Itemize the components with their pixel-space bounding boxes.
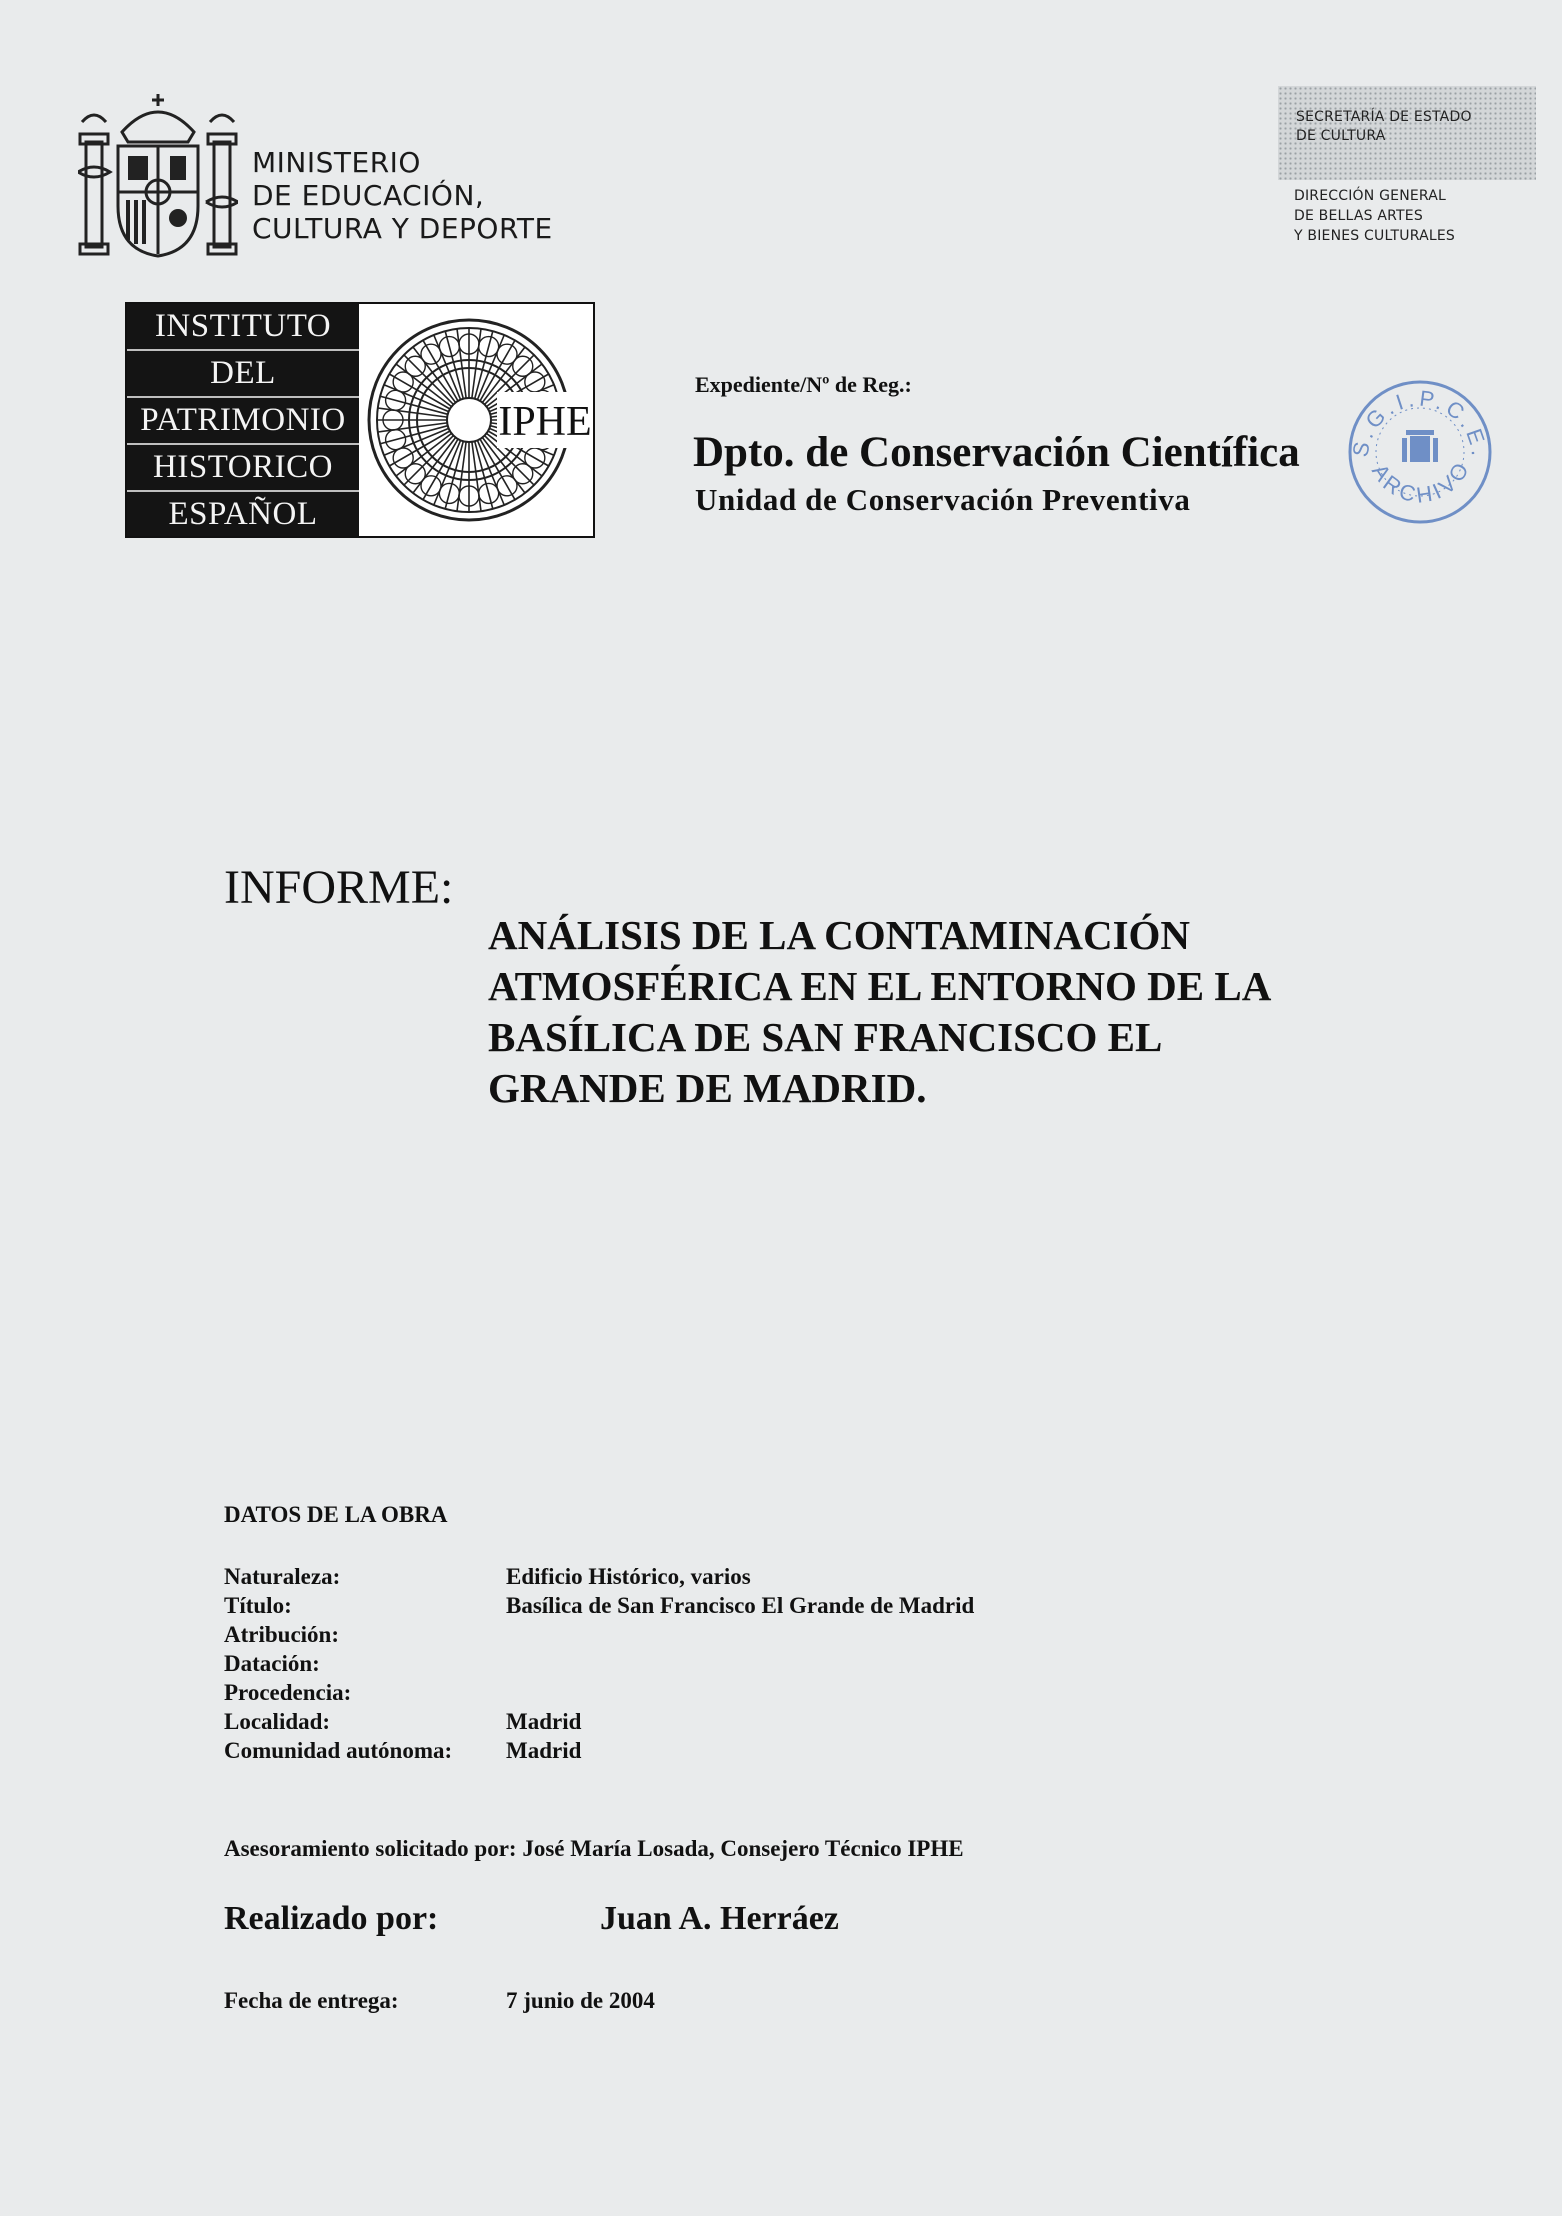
department-title: Dpto. de Conservación Científica	[693, 429, 1300, 476]
coat-of-arms-icon	[78, 92, 238, 262]
datos-heading: DATOS DE LA OBRA	[224, 1502, 448, 1527]
iphe-line: DEL	[127, 351, 359, 398]
fecha-label: Fecha de entrega:	[224, 1988, 399, 2013]
field-row	[224, 1678, 974, 1707]
realizado-value: Juan A. Herráez	[600, 1900, 839, 1937]
field-value: Madrid	[506, 1709, 582, 1734]
stamp-bottom-text: ARCHIVO	[1367, 455, 1476, 508]
ministry-line: CULTURA Y DEPORTE	[252, 212, 553, 245]
informe-label: INFORME:	[224, 861, 454, 914]
archive-stamp	[1346, 378, 1494, 526]
field-row	[224, 1591, 974, 1620]
svg-text:ARCHIVO	[1367, 455, 1475, 507]
direccion-general	[1294, 186, 1455, 246]
report-title	[488, 910, 1348, 1114]
iphe-rosette	[359, 304, 593, 536]
rosette-window-icon	[359, 304, 593, 536]
field-value: Basílica de San Francisco El Grande de Madrid	[506, 1593, 975, 1618]
field-value: Madrid	[506, 1738, 582, 1763]
fecha-value: 7 junio de 2004	[506, 1988, 655, 2013]
unit-title: Unidad de Conservación Preventiva	[695, 482, 1191, 517]
expediente-label: Expediente/Nº de Reg.:	[695, 372, 912, 397]
iphe-logo	[125, 302, 595, 538]
field-label: Datación:	[224, 1651, 320, 1676]
iphe-acronym: IPHE	[498, 399, 592, 445]
asesoramiento-line: Asesoramiento solicitado por: José María Losada, Consejero Técnico IPHE	[224, 1836, 964, 1861]
realizado-label: Realizado por:	[224, 1900, 439, 1937]
iphe-line: HISTORICO	[127, 445, 359, 492]
field-row	[224, 1736, 974, 1765]
field-row	[224, 1620, 974, 1649]
field-label: Localidad:	[224, 1709, 331, 1734]
field-label: Comunidad autónoma:	[224, 1738, 453, 1763]
iphe-name-block	[127, 304, 359, 536]
field-label: Título:	[224, 1593, 292, 1618]
report-title-line: BASÍLICA DE SAN FRANCISCO EL	[488, 1014, 1163, 1060]
report-title-line: GRANDE DE MADRID.	[488, 1065, 927, 1111]
iphe-line: ESPAÑOL	[168, 496, 318, 532]
direccion-line: Y BIENES CULTURALES	[1294, 228, 1455, 244]
report-title-line: ANÁLISIS DE LA CONTAMINACIÓN	[488, 912, 1191, 958]
field-label: Atribución:	[224, 1622, 339, 1647]
secretaria-line: SECRETARÍA DE ESTADO	[1296, 109, 1472, 125]
ministry-line: MINISTERIO	[252, 146, 421, 179]
field-value: Edificio Histórico, varios	[506, 1564, 751, 1589]
report-title-line: ATMOSFÉRICA EN EL ENTORNO DE LA	[488, 963, 1272, 1009]
iphe-line: PATRIMONIO	[127, 398, 359, 445]
secretaria-box	[1278, 86, 1536, 180]
ministry-name	[252, 146, 553, 245]
field-row	[224, 1649, 974, 1678]
field-row	[224, 1707, 974, 1736]
secretaria-line: DE CULTURA	[1296, 128, 1386, 144]
ministry-line: DE EDUCACIÓN,	[252, 179, 485, 212]
iphe-line: INSTITUTO	[127, 304, 359, 351]
datos-fields	[224, 1562, 974, 1765]
stamp-crest-icon	[1402, 430, 1438, 462]
field-label: Procedencia:	[224, 1680, 352, 1705]
direccion-line: DE BELLAS ARTES	[1294, 208, 1423, 224]
stamp-top-text: S.G.I.P.C.E.	[1347, 385, 1493, 461]
field-label: Naturaleza:	[224, 1564, 341, 1589]
direccion-line: DIRECCIÓN GENERAL	[1294, 188, 1447, 204]
field-row	[224, 1562, 974, 1591]
